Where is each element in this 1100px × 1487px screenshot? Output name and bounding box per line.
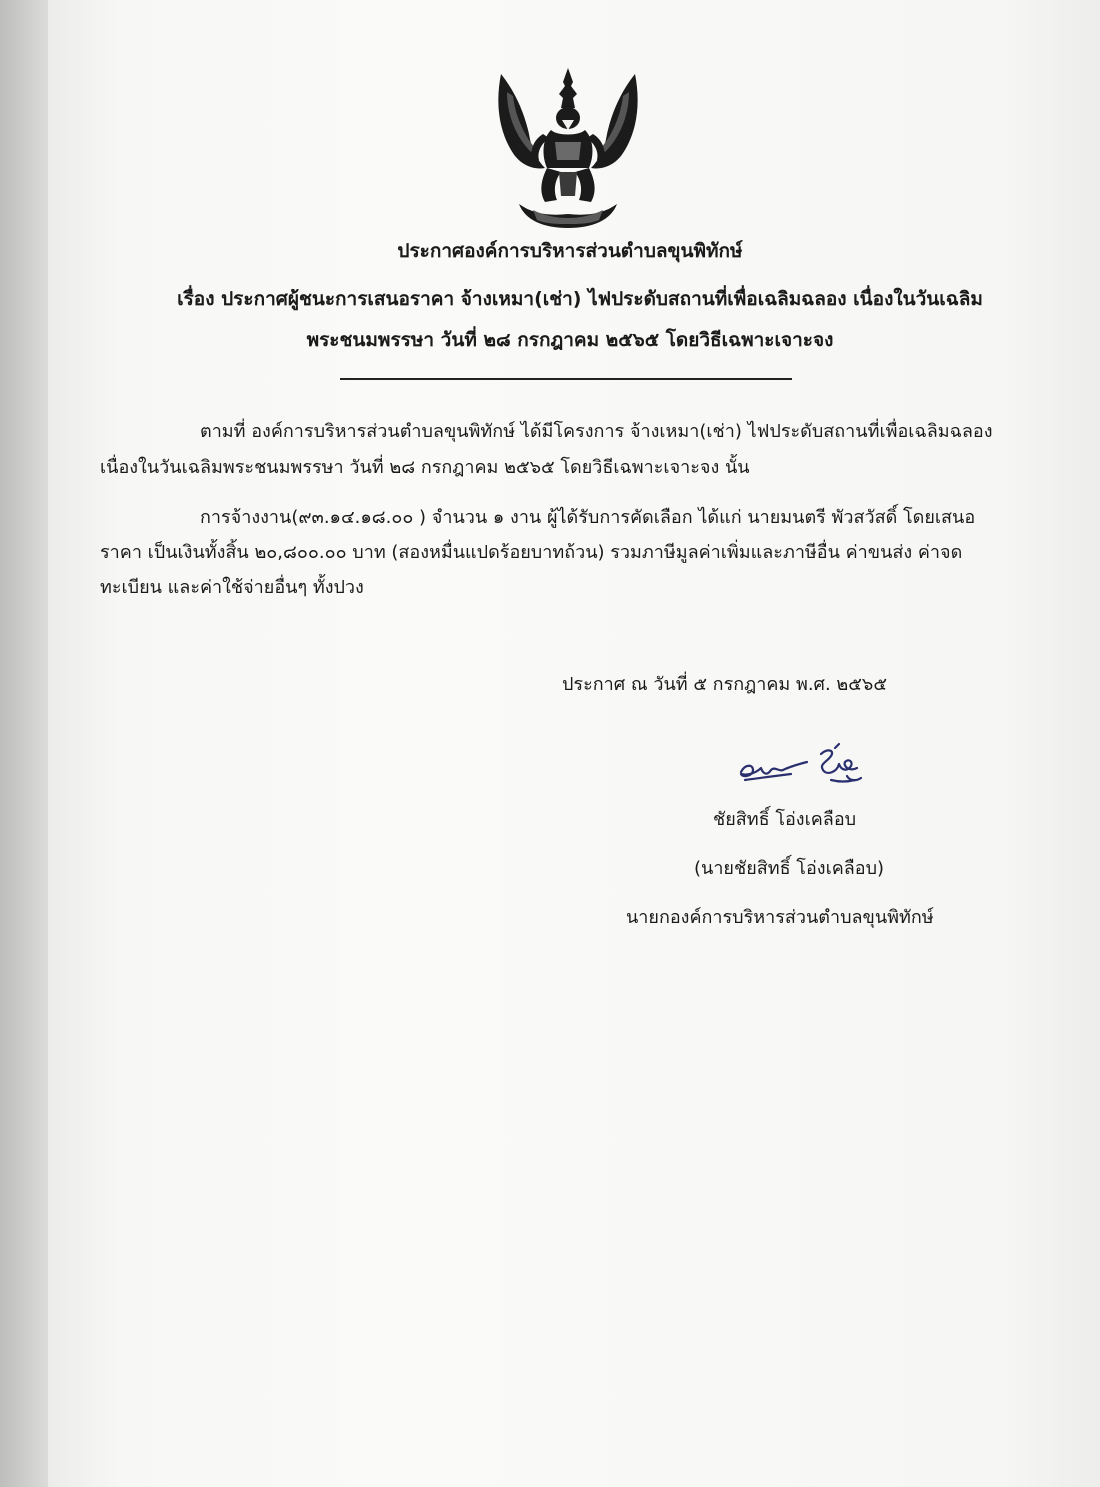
signer-full-name: (นายชัยสิทธิ์ โอ่งเคลือบ)	[694, 858, 885, 879]
handwritten-signature-icon	[735, 742, 875, 794]
scan-edge-shadow	[0, 0, 48, 1487]
paragraph-2-line-3: ทะเบียน และค่าใช้จ่ายอื่นๆ ทั้งปวง	[100, 577, 364, 598]
header-title: ประกาศองค์การบริหารส่วนตำบลขุนพิทักษ์	[397, 240, 743, 262]
signer-name: ชัยสิทธิ์ โอ่งเคลือบ	[713, 809, 857, 830]
announcement-date: ประกาศ ณ วันที่ ๕ กรกฎาคม พ.ศ. ๒๕๖๕	[562, 674, 887, 695]
header-divider	[340, 378, 792, 380]
paragraph-2-line-1: การจ้างงาน(๙๓.๑๔.๑๘.๐๐ ) จำนวน ๑ งาน ผู้ได้รับการคัดเลือก ได้แก่ นายมนตรี พัวสวัสดิ์ โดยเสนอ	[200, 507, 976, 528]
paragraph-1-line-1: ตามที่ องค์การบริหารส่วนตำบลขุนพิทักษ์ ได้มีโครงการ จ้างเหมา(เช่า) ไฟประดับสถานที่เพื่อเฉลิมฉลอง	[200, 421, 993, 442]
signer-title: นายกองค์การบริหารส่วนตำบลขุนพิทักษ์	[626, 907, 934, 928]
header-subject: เรื่อง ประกาศผู้ชนะการเสนอราคา จ้างเหมา(เช่า) ไฟประดับสถานที่เพื่อเฉลิมฉลอง เนื่องในวันเฉลิม	[177, 288, 983, 310]
paragraph-1-line-2: เนื่องในวันเฉลิมพระชนมพรรษา วันที่ ๒๘ กรกฎาคม ๒๕๖๕ โดยวิธีเฉพาะเจาะจง นั้น	[100, 457, 750, 478]
header-subject-cont: พระชนมพรรษา วันที่ ๒๘ กรกฎาคม ๒๕๖๕ โดยวิธีเฉพาะเจาะจง	[306, 329, 834, 351]
paragraph-2-line-2: ราคา เป็นเงินทั้งสิ้น ๒๐,๘๐๐.๐๐ บาท (สองหมื่นแปดร้อยบาทถ้วน) รวมภาษีมูลค่าเพิ่มและภาษีอื่น ค่าขนส่ง ค่าจด	[100, 542, 963, 563]
garuda-emblem-icon	[493, 64, 643, 232]
